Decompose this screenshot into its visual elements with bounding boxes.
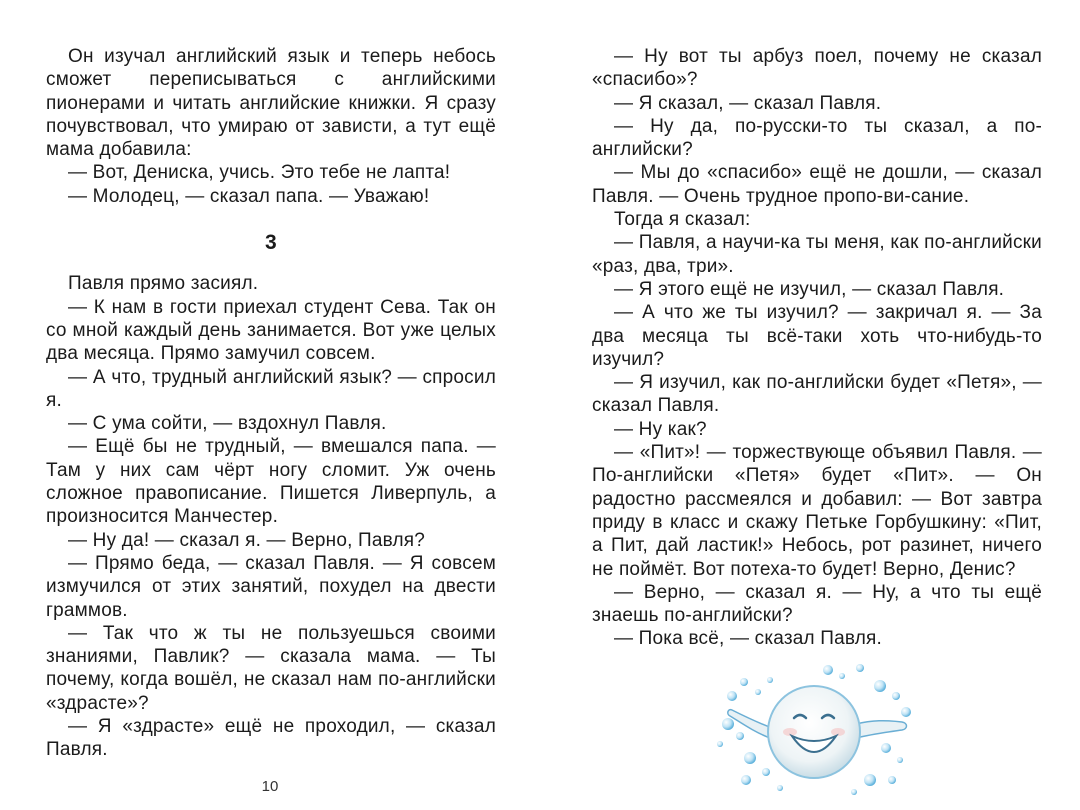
right-text-column (592, 45, 1042, 651)
page-number: 10 (261, 778, 279, 795)
paragraph: — К нам в гости приехал студент Сева. Так он со мной каждый день занимается. Вот уже целых два месяца. Прямо замучил совсем. (46, 296, 496, 365)
paragraph: — Вот, Дениска, учись. Это тебе не лапта! (68, 162, 451, 184)
right-arm (856, 721, 907, 738)
paragraph: — Пока всё, — сказал Павля. (614, 628, 883, 650)
paragraph: — С ума сойти, — вздохнул Павля. (68, 413, 387, 435)
paragraph: — Так что ж ты не пользуешься своими знаниями, Павлик? — сказала мама. — Ты почему, когда вошёл, не сказал нам по-английски «здрасте»? (46, 622, 496, 714)
paragraph: — Ну да, по-русски-то ты сказал, а по-английски? (592, 115, 1042, 161)
paragraph: — Ещё бы не трудный, — вмешался папа. — Там у них сам чёрт ногу сломит. Уж очень сложное правописание. Пишется Ливерпуль, а произносится Манчестер. (46, 436, 496, 528)
paragraph: — Верно, — сказал я. — Ну, а что ты ещё знаешь по-английски? (592, 581, 1042, 627)
smiling-bubble-illustration (710, 662, 920, 800)
right-page (540, 0, 1080, 810)
paragraph: Тогда я сказал: (614, 209, 751, 231)
face (768, 686, 860, 778)
chapter-number: 3 (265, 231, 277, 255)
paragraph: — Павля, а научи-ка ты меня, как по-английски «раз, два, три». (592, 232, 1042, 277)
paragraph: — Я «здрасте» ещё не проходил, — сказал Павля. (46, 716, 496, 761)
paragraph: — Прямо беда, — сказал Павля. — Я совсем измучился от этих занятий, похудел на двести граммов. (46, 552, 496, 621)
paragraph: — Я этого ещё не изучил, — сказал Павля. (614, 278, 1005, 300)
left-arm (728, 710, 772, 738)
paragraph: — Ну да! — сказал я. — Верно, Павля? (68, 529, 426, 551)
paragraph: Он изучал английский язык и теперь небось сможет переписываться с английскими пионерами и читать английские книжки. Я сразу почувствовал, что умираю от зависти, а тут ещё мама добавила: (46, 46, 496, 161)
paragraph: — «Пит»! — торжествующе объявил Павля. — По-английски «Петя» будет «Пит». — Он радостно рассмеялся и добавил: — Вот завтра приду в класс и скажу Петьке Горбушкину: «Пит, а Пит, дай ластик!» Небось, рот разинет, ничего не поймёт. Вот потеха-то будет! Верно, Денис? (592, 442, 1042, 580)
paragraph: — Я изучил, как по-английски будет «Петя», — сказал Павля. (592, 372, 1042, 417)
paragraph: — Я сказал, — сказал Павля. (614, 92, 882, 114)
paragraph: — Ну вот ты арбуз поел, почему не сказал «спасибо»? (592, 46, 1042, 91)
paragraph: — А что, трудный английский язык? — спросил я. (46, 366, 496, 411)
paragraph: Павля прямо засиял. (68, 273, 259, 295)
left-text-column (46, 45, 496, 762)
paragraph: — Молодец, — сказал папа. — Уважаю! (68, 185, 430, 207)
paragraph: — А что же ты изучил? — закричал я. — За два месяца ты всё-таки хоть что-нибудь-то изучил? (592, 302, 1042, 370)
paragraph: — Ну как? (614, 418, 707, 440)
paragraph: — Мы до «спасибо» ещё не дошли, — сказал Павля. — Очень трудное пропо-ви-сание. (592, 162, 1042, 207)
